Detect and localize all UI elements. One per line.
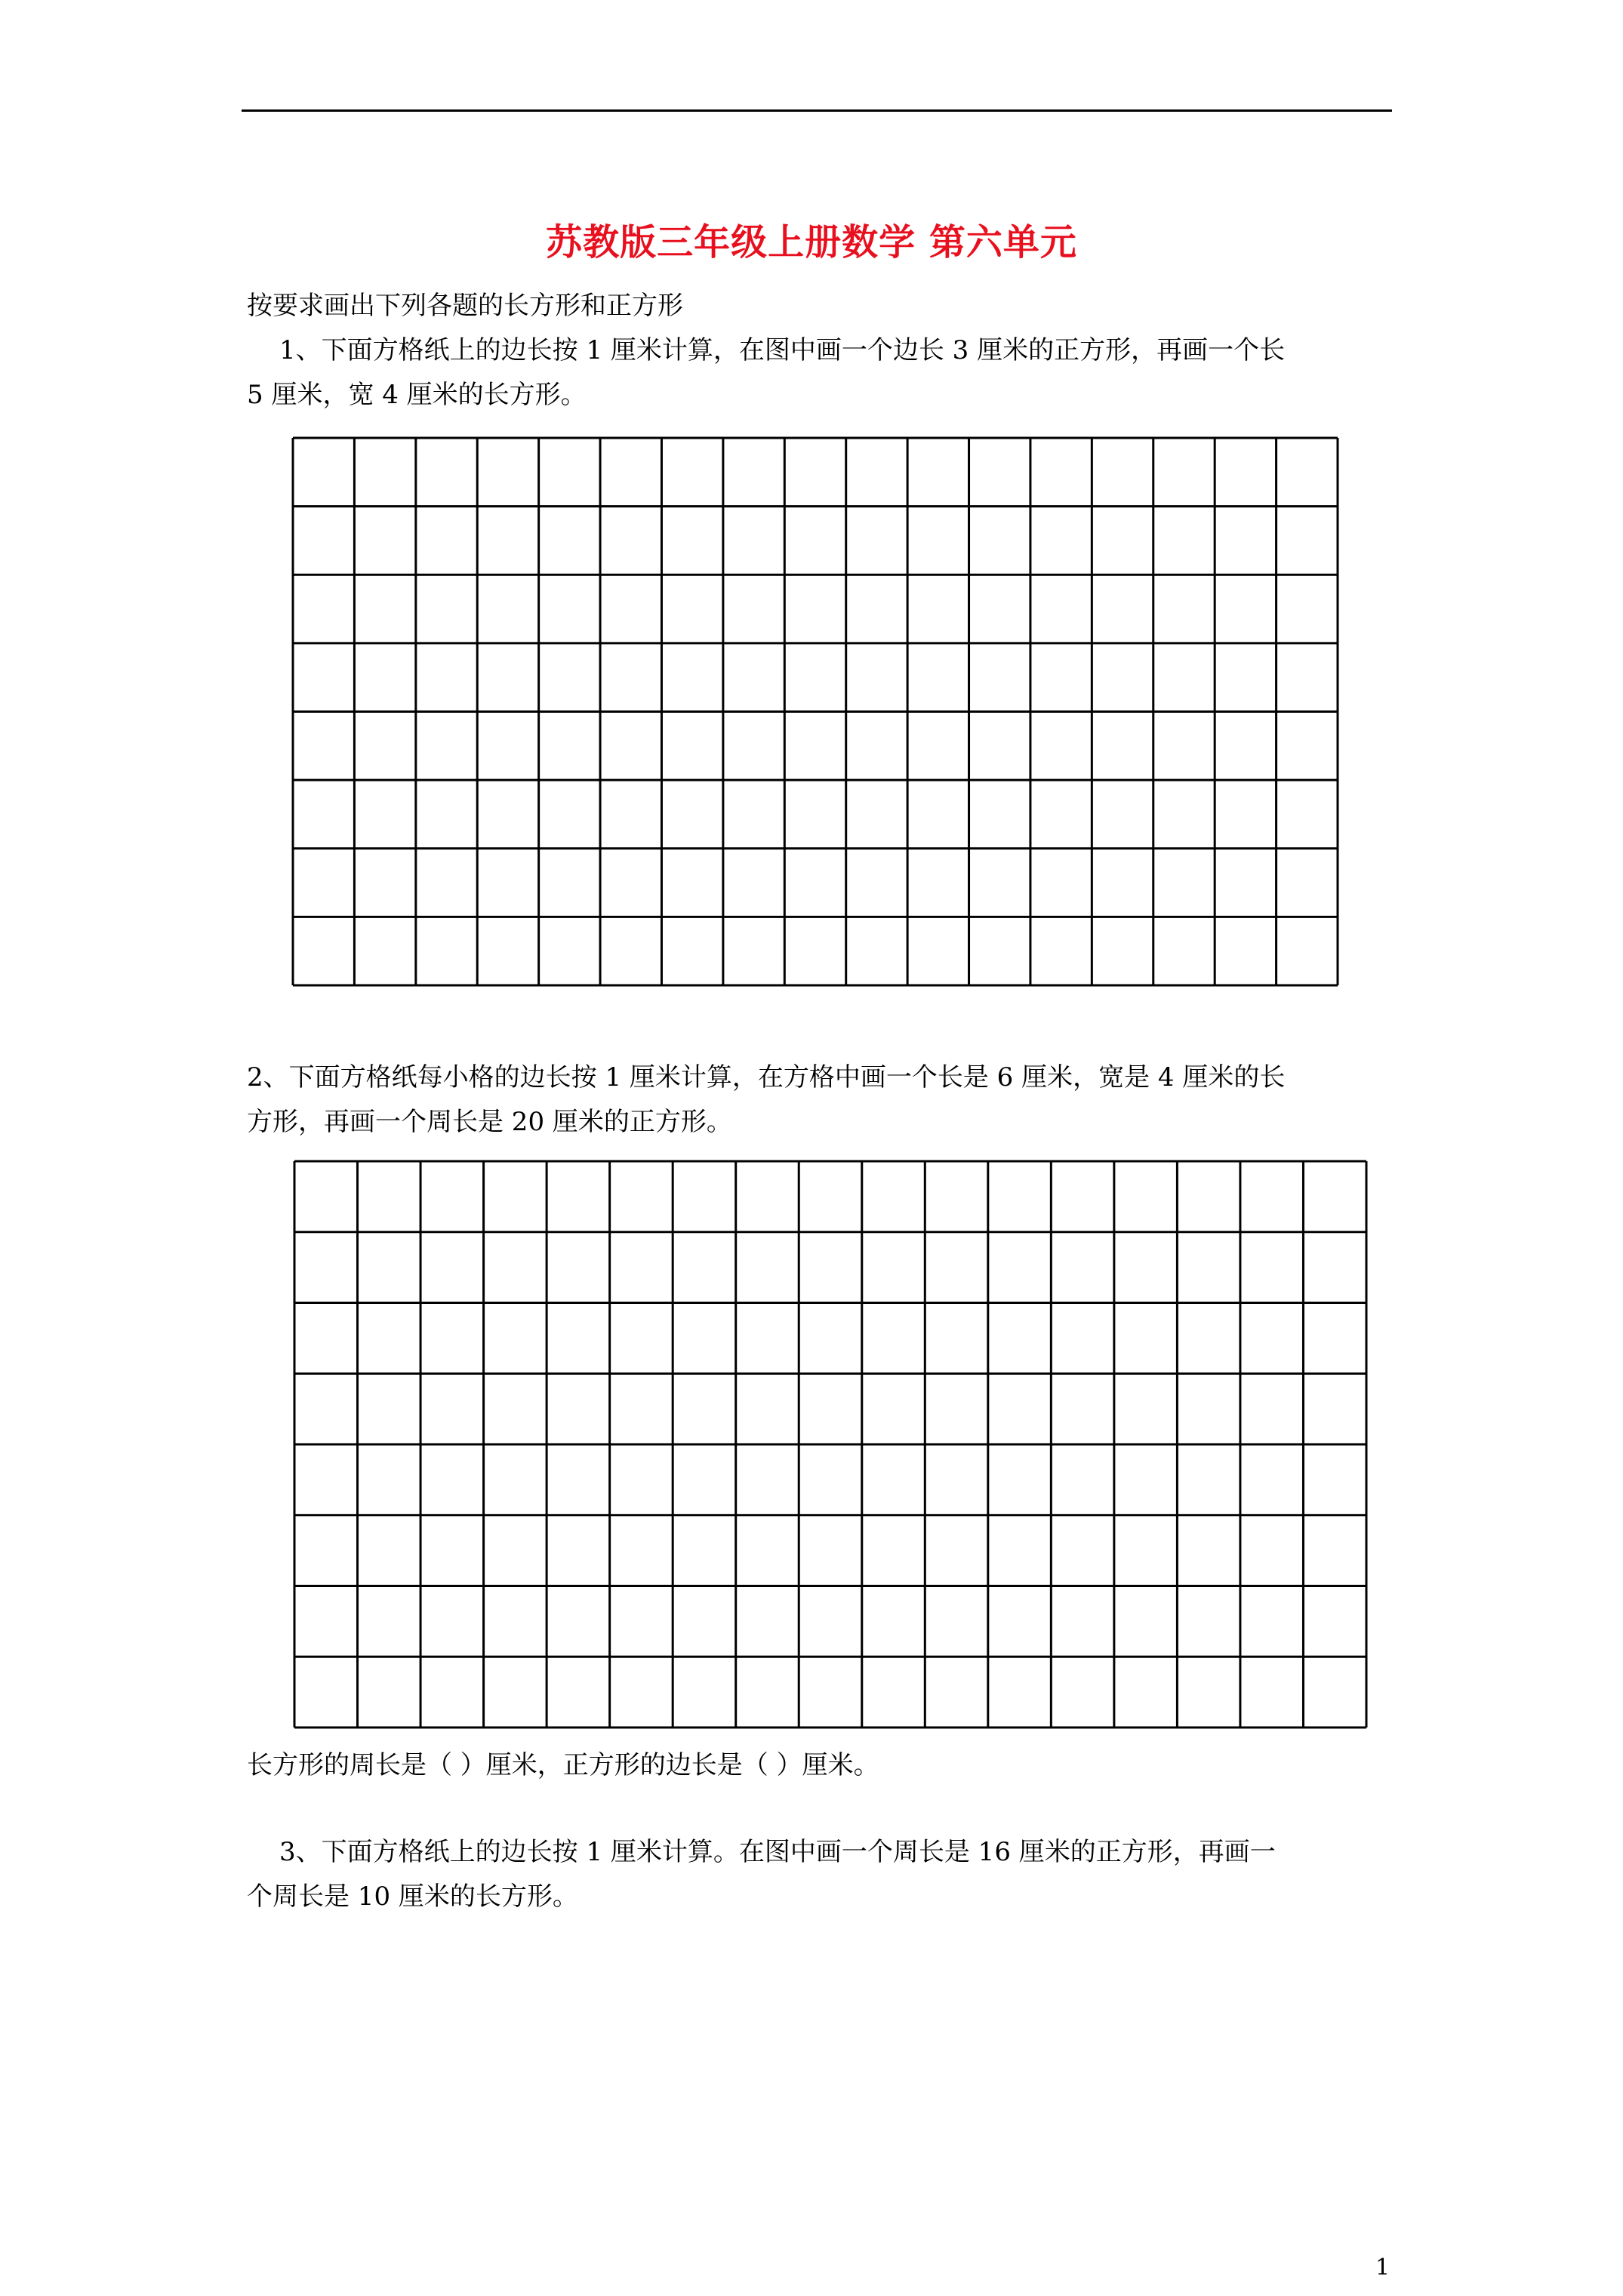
question-1-line-1: 1、下面方格纸上的边长按 1 厘米计算，在图中画一个边长 3 厘米的正方形，再画一个长 bbox=[279, 335, 1286, 365]
header-rule bbox=[242, 109, 1392, 112]
question-3-line-2: 个周长是 10 厘米的长方形。 bbox=[247, 1881, 578, 1912]
question-1-line-2: 5 厘米，宽 4 厘米的长方形。 bbox=[247, 380, 587, 410]
question-3-line-1: 3、下面方格纸上的边长按 1 厘米计算。在图中画一个周长是 16 厘米的正方形，再画一 bbox=[279, 1837, 1276, 1867]
question-2-line-2: 方形，再画一个周长是 20 厘米的正方形。 bbox=[247, 1107, 732, 1137]
instruction-text: 按要求画出下列各题的长方形和正方形 bbox=[247, 291, 683, 321]
grid-paper-2 bbox=[287, 1154, 1374, 1735]
page-number: 1 bbox=[1375, 2254, 1390, 2281]
question-2-line-1: 2、下面方格纸每小格的边长按 1 厘米计算，在方格中画一个长是 6 厘米，宽是 4 厘米的长 bbox=[247, 1062, 1286, 1093]
question-2-answer-line: 长方形的周长是（ ）厘米，正方形的边长是（ ）厘米。 bbox=[247, 1750, 879, 1780]
grid-paper-1 bbox=[287, 430, 1351, 989]
page-title: 苏教版三年级上册数学 第六单元 bbox=[546, 221, 1077, 264]
